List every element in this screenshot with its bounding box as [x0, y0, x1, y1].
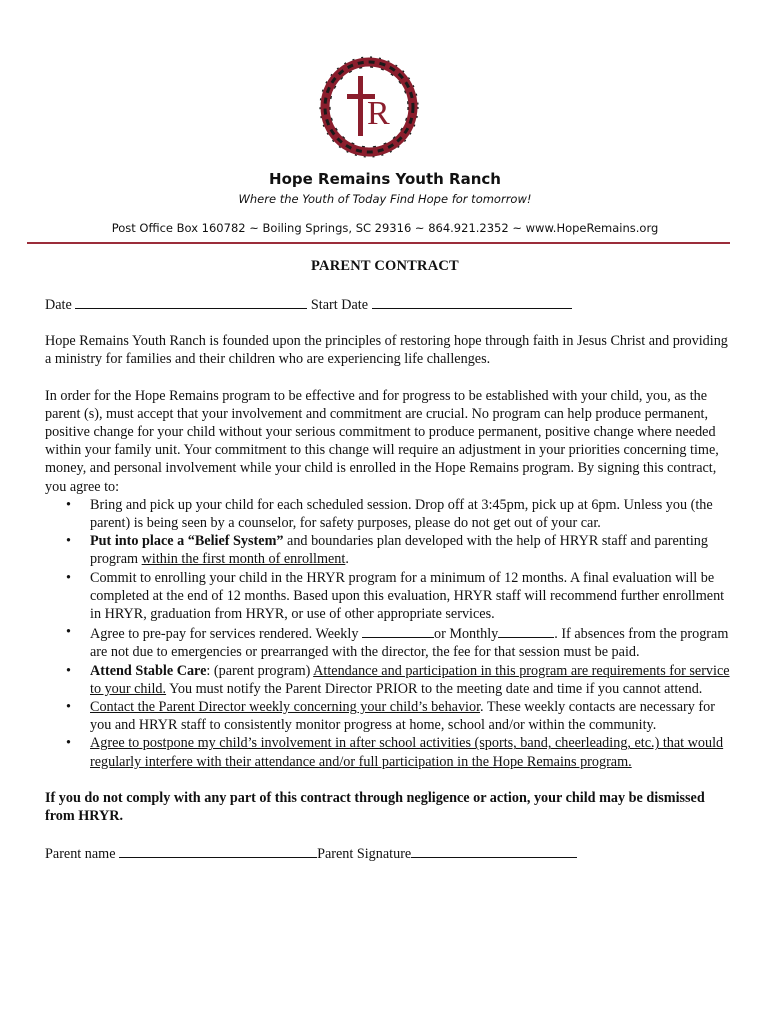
signature-line [45, 843, 735, 863]
item-text: . If absences from the program are not due to emergencies or prearranged with the director, the fee for that session must be paid. [90, 626, 729, 661]
item-bold: Attend Stable Care [90, 662, 207, 679]
item-underline: Contact the Parent Director weekly concerning your child’s behavior [90, 699, 481, 716]
org-name: Hope Remains Youth Ranch [269, 170, 501, 188]
list-item [90, 662, 735, 698]
date-field[interactable] [75, 294, 307, 309]
dismissal-warning: If you do not comply with any part of this contract through negligence or action, your child may be dismissed from HRYR. [45, 789, 705, 825]
date-line [45, 294, 735, 314]
item-bold: Put into place a “Belief System” [90, 533, 284, 550]
parent-name-field[interactable] [119, 843, 317, 858]
item-underline: Attendance and participation in this program are requirements for service to your child. [90, 662, 730, 697]
start-date-label: Start Date [310, 297, 369, 313]
list-item [90, 623, 735, 661]
item-text: You must notify the Parent Director PRIOR to the meeting date and time if you cannot attend. [166, 680, 703, 697]
monthly-fee-field[interactable] [498, 623, 554, 638]
tagline: Where the Youth of Today Find Hope for tomorrow! [238, 192, 532, 206]
item-text: Agree to pre-pay for services rendered. Weekly [90, 626, 362, 643]
page-title: PARENT CONTRACT [311, 258, 459, 274]
item-text: Commit to enrolling your child in the HRYR program for a minimum of 12 months. A final evaluation will be completed at the end of 12 months. Based upon this evaluation, HRYR staff will recommend further enrollment in HRYR, graduation from HRYR, or use of other appropriate services. [90, 569, 725, 623]
item-underline: within the first month of enrollment [141, 551, 346, 568]
item-text: . [345, 551, 349, 568]
parent-signature-field[interactable] [411, 843, 577, 858]
start-date-field[interactable] [372, 294, 572, 309]
crown-of-thorns-hr-monogram-icon [317, 52, 421, 166]
item-text: . These weekly contacts are necessary for you and HRYR staff to consistently monitor progress at home, school and/or within the community. [90, 699, 715, 734]
list-item [90, 569, 735, 624]
contract-body [45, 294, 735, 863]
list-item [90, 532, 735, 568]
intro-paragraph: Hope Remains Youth Ranch is founded upon the principles of restoring hope through faith in Jesus Christ and providing a ministry for families and their children who are experiencing life challenges. [45, 333, 728, 368]
commitment-paragraph: In order for the Hope Remains program to be effective and for progress to be established with your child, you, as the parent (s), must accept that your involvement and commitment are crucial. No program can help produce permanent, positive change for your child without your serious commitment to produce permanent, positive change where needed within your family unit. Your commitment to this change will require an adjustment in your priorities concerning time, money, and personal involvement while your child is enrolled in the Hope Remains program. By signing this contract, you agree to: [45, 387, 719, 495]
item-underline: Agree to postpone my child’s involvement in after school activities (sports, band, cheerleading, etc.) that would regularly interfere with their attendance and/or full participation in the Hope Remains program. [90, 735, 724, 770]
date-label: Date [45, 297, 72, 313]
item-text: : (parent program) [206, 662, 314, 679]
item-text: and boundaries plan developed with the help of HRYR staff and parenting program [90, 533, 708, 568]
agreement-list [45, 496, 735, 771]
svg-text:R: R [367, 95, 390, 132]
list-item [90, 698, 735, 734]
list-item [90, 496, 735, 532]
list-item [90, 734, 735, 770]
header-divider [27, 242, 730, 244]
parent-name-label: Parent name [45, 846, 120, 863]
parent-signature-label: Parent Signature [317, 846, 412, 863]
item-text: Bring and pick up your child for each scheduled session. Drop off at 3:45pm, pick up at 6pm. Unless you (the parent) is being seen by a counselor, for safety purposes, please do not get out of your car. [90, 496, 713, 532]
address-line: Post Office Box 160782 ~ Boiling Springs, SC 29316 ~ 864.921.2352 ~ www.HopeRemains.org [111, 221, 659, 235]
weekly-fee-field[interactable] [362, 623, 434, 638]
item-text: or Monthly [433, 626, 499, 643]
